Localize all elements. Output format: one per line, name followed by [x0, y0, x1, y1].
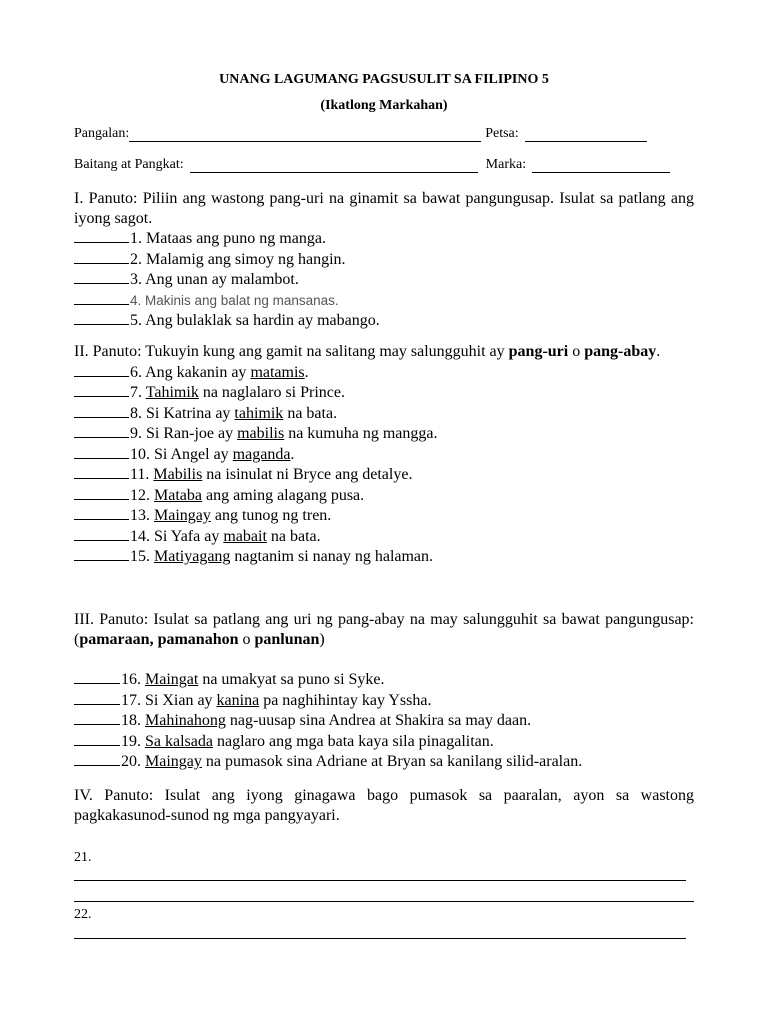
answer-blank[interactable] — [74, 249, 129, 264]
answer-blank[interactable] — [74, 690, 120, 705]
question-text: ang aming alagang pusa. — [201, 486, 365, 504]
answer-number-22: 22. — [74, 907, 92, 922]
question-text: Ang bulaklak sa hardin ay mabango. — [145, 312, 380, 329]
answer-line-21b[interactable] — [74, 901, 694, 902]
question-item — [74, 546, 694, 567]
part1-section — [74, 189, 694, 331]
part3-bold-pamaraan: pamaraan — [79, 630, 150, 648]
part2-items — [74, 362, 694, 567]
question-number: 20. — [121, 753, 145, 770]
question-number: 16. — [121, 671, 145, 688]
answer-blank[interactable] — [74, 444, 129, 459]
question-number: 9. — [130, 425, 146, 442]
question-number: 5. — [130, 312, 146, 329]
question-number: 17. — [121, 691, 145, 709]
part2-bold-pangabay: pang-abay — [584, 343, 657, 360]
question-item — [74, 362, 694, 383]
question-text: Si Ran-joe ay — [146, 425, 238, 442]
question-number: 18. — [121, 712, 145, 729]
part2-instruction-text: II. Panuto: Tukuyin kung ang gamit na salitang may salungguhit ay — [74, 343, 509, 360]
part3-bold-pamanahon: pamanahon — [157, 630, 239, 648]
question-item — [74, 249, 694, 270]
question-number: 7. — [130, 384, 146, 401]
underlined-word: Maingay — [154, 507, 211, 524]
answer-blank[interactable] — [74, 228, 129, 243]
underlined-word: mabilis — [237, 425, 285, 442]
underlined-word: Maingat — [145, 671, 199, 688]
question-text: nag-uusap sina Andrea at Shakira sa may daan. — [225, 712, 532, 729]
question-text: Si Katrina ay — [146, 404, 235, 422]
part1-instruction: I. Panuto: Piliin ang wastong pang-uri na ginamit sa bawat pangungusap. Isulat sa patlang ang iyong sagot. — [74, 190, 694, 227]
question-text: naglaro ang mga bata kaya sila pinagalitan. — [212, 732, 494, 750]
question-text: na naglalaro si Prince. — [198, 384, 345, 401]
question-item — [74, 228, 694, 249]
part3-or: o — [238, 630, 255, 648]
answer-blank[interactable] — [74, 310, 129, 325]
answer-line-21a[interactable] — [74, 880, 686, 881]
date-label: Petsa: — [485, 126, 519, 141]
question-text: na umakyat sa puno si Syke. — [198, 671, 385, 688]
question-item — [74, 669, 694, 690]
part1-items — [74, 228, 694, 331]
question-number: 12. — [130, 486, 154, 504]
answer-blank[interactable] — [74, 731, 120, 746]
part2-section — [74, 342, 694, 567]
answer-blank[interactable] — [74, 669, 120, 684]
question-number: 6. — [130, 363, 146, 381]
question-number: 11. — [130, 466, 154, 483]
answer-blank[interactable] — [74, 751, 120, 766]
question-text: Si Xian ay — [145, 691, 217, 709]
question-number: 19. — [121, 732, 145, 750]
underlined-word: mabait — [223, 527, 267, 545]
question-number: 14. — [130, 527, 154, 545]
question-item — [74, 485, 694, 506]
underlined-word: Mabilis — [153, 466, 203, 483]
answer-blank[interactable] — [74, 505, 129, 520]
question-item — [74, 690, 694, 711]
question-text: Mataas ang puno ng manga. — [146, 230, 326, 247]
underlined-word: tahimik — [234, 404, 284, 422]
question-number: 4. — [130, 292, 146, 308]
question-item — [74, 710, 694, 731]
question-text: Ang kakanin ay — [145, 363, 251, 381]
underlined-word: Tahimik — [145, 384, 199, 401]
question-number: 2. — [130, 250, 146, 268]
answer-blank[interactable] — [74, 546, 129, 561]
question-text: Si Angel ay — [154, 445, 233, 463]
question-text: Si Yafa ay — [154, 527, 224, 545]
question-item — [74, 526, 694, 547]
part3-sep: , — [149, 630, 158, 648]
name-date-row — [74, 126, 694, 142]
question-item — [74, 751, 694, 772]
answer-blank[interactable] — [74, 526, 129, 541]
question-item — [74, 382, 694, 403]
question-number: 13. — [130, 507, 154, 524]
answer-blank[interactable] — [74, 290, 129, 305]
part3-instruction-text: III. Panuto: Isulat sa patlang ang uri ng pang-abay na may salungguhit sa bawat pangungusap: ( — [74, 611, 694, 648]
part2-bold-panguri: pang-uri — [508, 343, 569, 360]
question-text: na bata. — [283, 404, 338, 422]
answer-blank[interactable] — [74, 423, 129, 438]
part3-items — [74, 669, 694, 772]
worksheet-subtitle: (Ikatlong Markahan) — [320, 98, 448, 113]
question-item — [74, 423, 694, 444]
question-text: Ang unan ay malambot. — [145, 271, 299, 288]
underlined-word: Sa kalsada — [145, 732, 213, 750]
answer-blank[interactable] — [74, 485, 129, 500]
question-text: . — [290, 445, 295, 463]
question-item — [74, 310, 694, 331]
question-number: 15. — [130, 548, 154, 565]
underlined-word: Mataba — [154, 486, 202, 504]
question-text: nagtanim si nanay ng halaman. — [230, 548, 434, 565]
part4-instruction: IV. Panuto: Isulat ang iyong ginagawa bago pumasok sa paaralan, ayon sa wastong pagkakasunod-sunod ng mga pangyayari. — [74, 787, 694, 824]
score-field-line[interactable] — [532, 159, 670, 173]
question-text: na kumuha ng mangga. — [284, 425, 438, 442]
question-text: na isinulat ni Bryce ang detalye. — [202, 466, 413, 483]
part2-instruction — [74, 342, 694, 362]
question-item — [74, 269, 694, 290]
answer-line-22[interactable] — [74, 938, 686, 939]
question-text: . — [304, 363, 309, 381]
part2-instruction-end: . — [656, 343, 661, 360]
name-field-line[interactable] — [129, 128, 481, 142]
underlined-word: Matiyagang — [154, 548, 231, 565]
question-text: pa naghihintay kay Yssha. — [259, 691, 432, 709]
underlined-word: Maingay — [145, 753, 202, 770]
question-text: Malamig ang simoy ng hangin. — [146, 250, 346, 268]
underlined-word: matamis — [250, 363, 305, 381]
grade-field-line[interactable] — [190, 159, 478, 173]
part4-section — [74, 786, 694, 825]
answer-blank[interactable] — [74, 403, 129, 418]
answer-blank[interactable] — [74, 362, 129, 377]
question-item — [74, 731, 694, 752]
part2-instruction-or: o — [568, 343, 585, 360]
part3-bold-panlunan: panlunan — [254, 630, 320, 648]
grade-score-row — [74, 157, 694, 173]
answer-blank[interactable] — [74, 464, 129, 479]
question-item — [74, 505, 694, 526]
answer-blank[interactable] — [74, 382, 129, 397]
question-number: 10. — [130, 445, 154, 463]
question-text: ang tunog ng tren. — [210, 507, 332, 524]
question-number: 8. — [130, 404, 146, 422]
question-item — [74, 464, 694, 485]
underlined-word: kanina — [216, 691, 260, 709]
question-number: 1. — [130, 230, 146, 247]
question-text: Makinis ang balat ng mansanas. — [145, 292, 339, 308]
question-item — [74, 444, 694, 465]
underlined-word: Mahinahong — [145, 712, 226, 729]
question-text: na pumasok sina Adriane at Bryan sa kanilang silid-aralan. — [201, 753, 583, 770]
part3-section — [74, 610, 694, 772]
part3-instruction-end: ) — [319, 630, 325, 648]
part3-instruction — [74, 610, 694, 649]
question-text: na bata. — [266, 527, 321, 545]
worksheet-title: UNANG LAGUMANG PAGSUSULIT SA FILIPINO 5 — [219, 72, 549, 87]
answer-number-21: 21. — [74, 850, 92, 865]
score-label: Marka: — [485, 157, 527, 172]
question-item — [74, 403, 694, 424]
answer-blank[interactable] — [74, 269, 129, 284]
answer-blank[interactable] — [74, 710, 120, 725]
question-number: 3. — [130, 271, 146, 288]
grade-label: Baitang at Pangkat: — [74, 157, 184, 172]
underlined-word: maganda — [232, 445, 291, 463]
question-item — [74, 290, 694, 311]
date-field-line[interactable] — [525, 128, 647, 142]
name-label: Pangalan: — [74, 126, 130, 141]
